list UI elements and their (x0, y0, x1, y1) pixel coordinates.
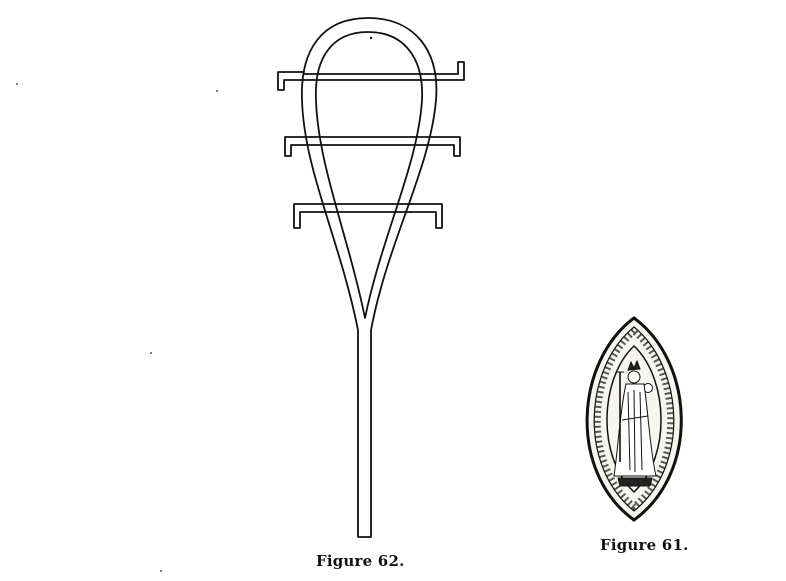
figure-62-caption: Figure 62. (316, 552, 405, 570)
print-speck (160, 570, 162, 572)
print-speck (216, 90, 218, 92)
figure-61-caption: Figure 61. (600, 536, 689, 554)
print-speck (16, 83, 18, 85)
print-speck (150, 352, 152, 354)
